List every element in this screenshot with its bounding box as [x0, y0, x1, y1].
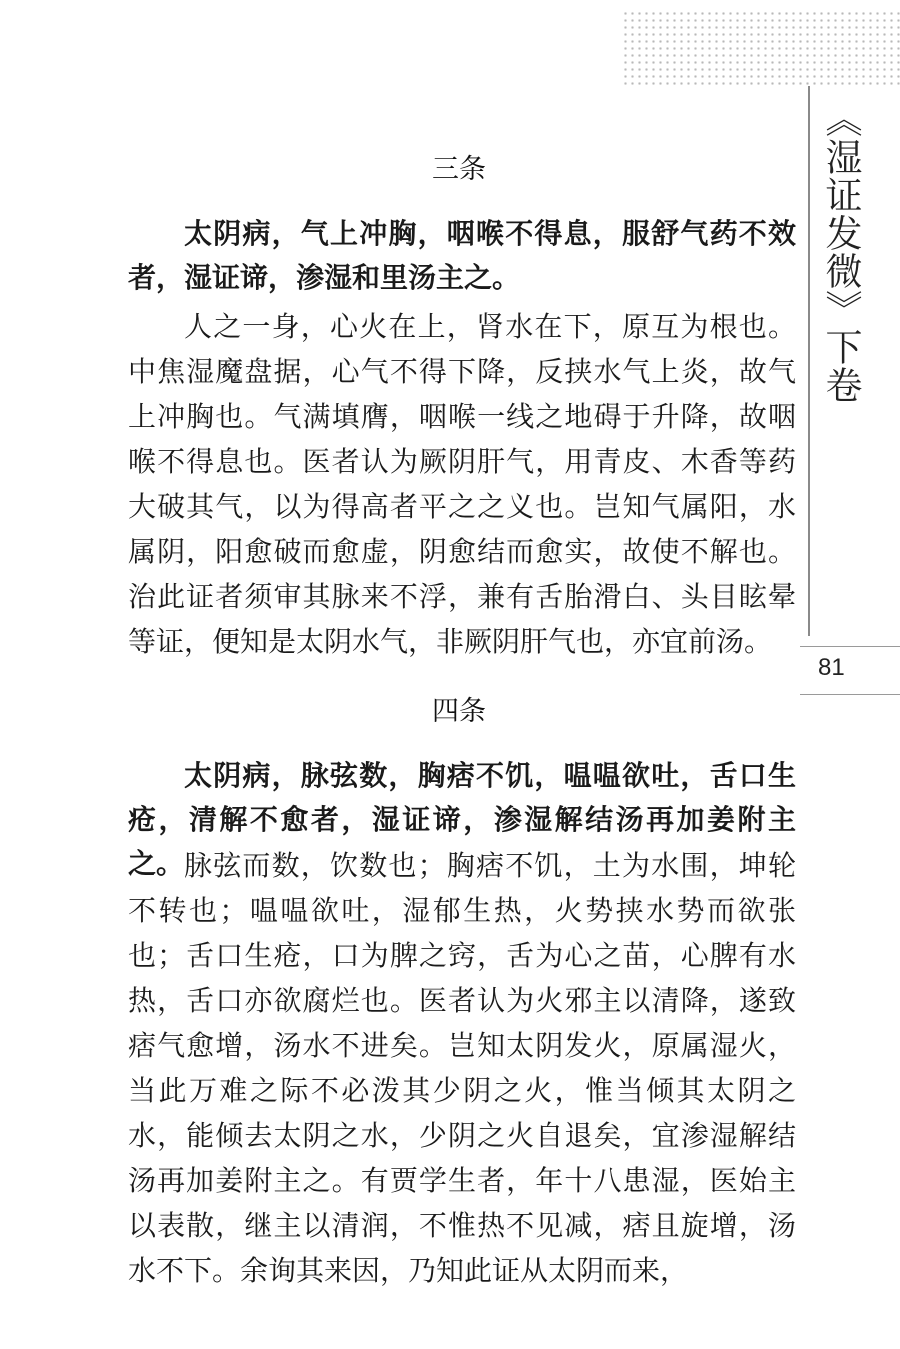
section-heading-4: 四条: [432, 696, 486, 727]
section-heading-3: 三条: [432, 154, 486, 185]
page-number-rule-top: [800, 646, 900, 647]
page-number: 81: [818, 654, 845, 681]
decorative-dot-pattern: [622, 10, 900, 86]
commentary-text-3: 人之一身，心火在上，肾水在下，原互为根也。中焦湿魔盘据，心气不得下降，反挟水气上炎，故气上冲胸也。气满填膺，咽喉一线之地碍于升降，故咽喉不得息也。医者认为厥阴肝气，用青皮、木香等药大破其气，以为得高者平之之义也。岂知气属阳，水属阴，阳愈破而愈虚，阴愈结而愈实，故使不解也。治此证者须审其脉来不浮，兼有舌胎滑白、头目眩晕等证，便知是太阴水气，非厥阴肝气也，亦宜前汤。: [128, 310, 796, 658]
commentary-text-4: 脉弦而数，饮数也；胸痞不饥，土为水围，坤轮不转也；嗢嗢欲吐，湿郁生热，火势挟水势而欲张也；舌口生疮，口为脾之窍，舌为心之苗，心脾有水热，舌口亦欲腐烂也。医者认为火邪主以清降，遂致痞气愈增，汤水不进矣。岂知太阴发火，原属湿火，当此万难之际不必泼其少阴之火，惟当倾其太阴之水，能倾去太阴之水，少阴之火自退矣，宜渗湿解结汤再加姜附主之。有贾学生者，年十八患湿，医始主以表散，继主以清润，不惟热不见减，痞且旋增，汤水不下。余询其来因，乃知此证从太阴而来，: [128, 849, 796, 1287]
clause-text-3: 太阴病，气上冲胸，咽喉不得息，服舒气药不效者，湿证谛，渗湿和里汤主之。: [128, 217, 796, 294]
clause-text-4: 太阴病，脉弦数，胸痞不饥，嗢嗢欲吐，舌口生疮，清解不愈者，湿证谛，渗湿解结汤再加姜附主之。: [128, 759, 796, 880]
running-header-title: 《湿证发微》下卷: [819, 100, 862, 404]
